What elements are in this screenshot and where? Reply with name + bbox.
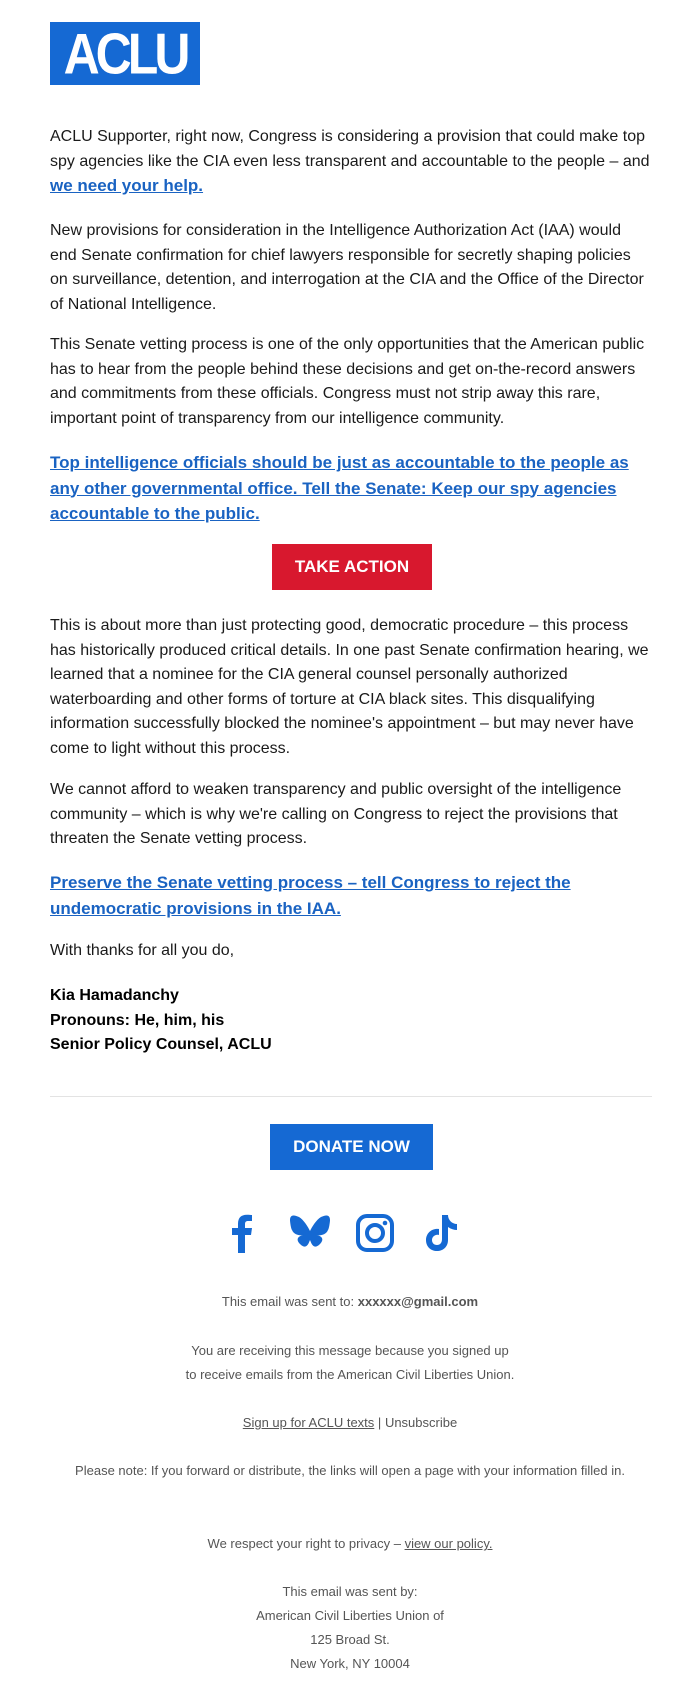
signature	[50, 984, 652, 1058]
donate-now-button[interactable]: DONATE NOW	[270, 1124, 433, 1170]
divider	[50, 1096, 652, 1097]
provisions-paragraph: New provisions for consideration in the Intelligence Authorization Act (IAA) would end Senate confirmation for chief lawyers responsible for secretly shaping policies on surveillance, detention, and interrogation at the CIA and the Office of the Director of National Intelligence.	[50, 222, 644, 313]
instagram-icon[interactable]	[355, 1213, 395, 1253]
bluesky-icon[interactable]	[290, 1213, 330, 1253]
tiktok-icon[interactable]	[421, 1213, 461, 1253]
sent-by-label: This email was sent by:	[282, 1584, 418, 1599]
sender-address	[0, 1580, 700, 1676]
preserve-vetting-link[interactable]: Preserve the Senate vetting process – tell Congress to reject the undemocratic provisions in the IAA.	[50, 873, 571, 918]
aclu-logo[interactable]: ACLU	[50, 22, 200, 85]
signature-pronouns: Pronouns: He, him, his	[50, 1011, 225, 1029]
separator: |	[377, 1415, 382, 1430]
privacy-policy-link[interactable]: view our policy.	[404, 1536, 493, 1551]
social-links	[0, 1213, 700, 1255]
sign-up-texts-link[interactable]: Sign up for ACLU texts	[242, 1415, 375, 1430]
signature-title: Senior Policy Counsel, ACLU	[50, 1036, 272, 1053]
forwarding-note: Please note: If you forward or distribute, the links will open a page with your information filled in.	[75, 1463, 625, 1478]
sent-to-label: This email was sent to:	[221, 1294, 355, 1309]
need-help-link[interactable]: we need your help.	[50, 176, 204, 195]
history-paragraph: This is about more than just protecting good, democratic procedure – this process has historically produced critical details. In one past Senate confirmation hearing, we learned that a nominee for the CIA general counsel personally authorized waterboarding and other forms of torture at CIA black sites. This disqualifying information successfully blocked the nominee's appointment – but may never have come to light without this process.	[50, 617, 649, 757]
street: 125 Broad St.	[310, 1632, 390, 1647]
oversight-paragraph: We cannot afford to weaken transparency and public oversight of the intelligence community – which is why we're calling on Congress to reject the provisions that threaten the Senate vetting process.	[50, 781, 622, 847]
signature-name: Kia Hamadanchy	[50, 987, 179, 1004]
take-action-button[interactable]: TAKE ACTION	[272, 544, 432, 590]
privacy-text: We respect your right to privacy –	[207, 1536, 401, 1551]
closing: With thanks for all you do,	[50, 942, 235, 959]
reason-line-1: You are receiving this message because you signed up	[191, 1343, 509, 1358]
org-name: American Civil Liberties Union of	[256, 1608, 444, 1623]
facebook-icon[interactable]	[223, 1213, 263, 1253]
recipient-email: xxxxxx@gmail.com	[357, 1294, 479, 1309]
keep-accountable-link[interactable]: Top intelligence officials should be just as accountable to the people as any other governmental office. Tell the Senate: Keep our spy agencies accountable to the public.	[50, 453, 629, 523]
city: New York, NY 10004	[290, 1656, 410, 1671]
unsubscribe-link[interactable]: Unsubscribe	[384, 1415, 458, 1430]
vetting-paragraph: This Senate vetting process is one of the only opportunities that the American public has to hear from the people behind these decisions and get on-the-record answers and commitments from these officials. Congress must not strip away this rare, important point of transparency from our intelligence community.	[50, 336, 645, 427]
intro-text: ACLU Supporter, right now, Congress is considering a provision that could make top spy agencies like the CIA even less transparent and accountable to the people – and	[50, 128, 650, 170]
intro-paragraph	[50, 125, 652, 200]
reason-line-2: to receive emails from the American Civil Liberties Union.	[185, 1367, 515, 1382]
